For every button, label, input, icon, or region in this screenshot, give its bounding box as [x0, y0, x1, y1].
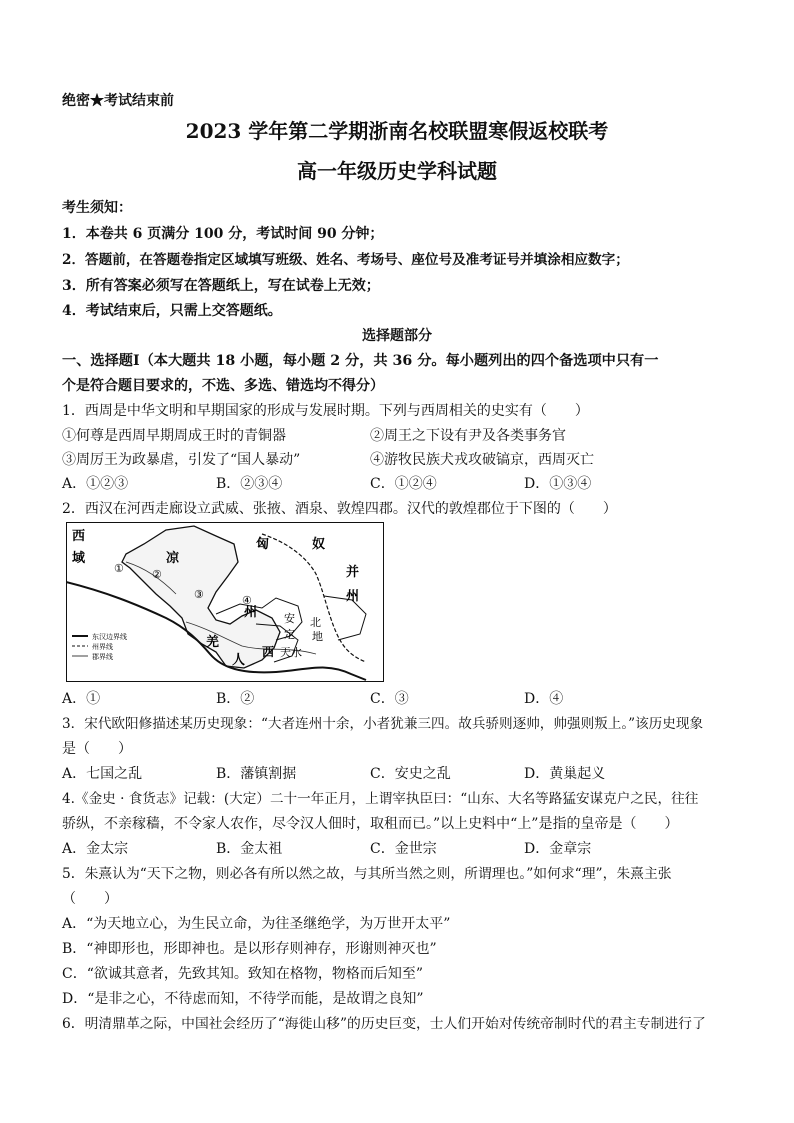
- map-label: 北: [310, 616, 321, 629]
- option-d: D．“是非之心，不待虑而知，不待学而能，是故谓之良知”: [62, 991, 424, 1007]
- option-d: D．黄巢起义: [524, 766, 606, 782]
- legend-label: 州界线: [92, 643, 113, 651]
- option-a: A．①②③: [62, 476, 129, 492]
- map-label: 匈: [256, 537, 270, 552]
- question-stem: 1．西周是中华文明和早期国家的形成与发展时期。下列与西周相关的史实有（ ）: [62, 403, 589, 419]
- option-d: D．金章宗: [524, 841, 592, 857]
- marker-3: ③: [194, 588, 204, 601]
- section-title: 选择题部分: [362, 328, 432, 344]
- option-b: B．藩镇割据: [216, 766, 297, 782]
- map-label: 州: [346, 589, 360, 604]
- map-label: 安: [284, 612, 295, 625]
- option-b: B．金太祖: [216, 841, 283, 857]
- map-label: 羌: [206, 635, 220, 650]
- map-label: 人: [232, 653, 246, 668]
- confidential-mark: 绝密★考试结束前: [62, 93, 174, 109]
- option-c: C．“欲诚其意者，先致其知。致知在格物，物格而后知至”: [62, 966, 424, 982]
- legend-label: 东汉边界线: [92, 633, 127, 641]
- exam-subtitle: 高一年级历史学科试题: [297, 159, 497, 183]
- marker-2: ②: [152, 568, 162, 581]
- map-label: 凉: [166, 551, 180, 566]
- statement: ①何尊是西周早期周成王时的青铜器: [62, 428, 286, 444]
- question-stem: 是（ ）: [62, 741, 132, 757]
- question-stem: 6．明清鼎革之际，中国社会经历了“海徙山移”的历史巨变，士人们开始对传统帝制时代的君主专制进行了: [62, 1016, 706, 1032]
- option-b: B．“神即形也，形即神也。是以形存则神存，形谢则神灭也”: [62, 941, 437, 957]
- han-dynasty-map: [66, 522, 384, 682]
- option-c: C．安史之乱: [370, 766, 451, 782]
- map-label: 西: [262, 645, 275, 659]
- marker-4: ④: [242, 594, 252, 607]
- option-a: A．金太宗: [62, 841, 129, 857]
- map-label: 天水: [280, 646, 302, 659]
- notice-item: 4．考试结束后，只需上交答题纸。: [62, 303, 282, 319]
- notice-item: 1．本卷共 6 页满分 100 分，考试时间 90 分钟；: [62, 226, 384, 242]
- marker-1: ①: [114, 562, 124, 575]
- notice-item: 2．答题前，在答题卷指定区域填写班级、姓名、考场号、座位号及准考证号并填涂相应数字；: [62, 252, 629, 268]
- option-b: B．②: [216, 691, 255, 707]
- option-a: A．“为天地立心，为生民立命，为往圣继绝学，为万世开太平”: [62, 916, 451, 932]
- question-stem: （ ）: [62, 891, 118, 907]
- option-d: D．①③④: [524, 476, 592, 492]
- map-label: 西: [72, 529, 86, 544]
- map-label: 定: [284, 628, 295, 641]
- part-instruction: 个是符合题目要求的，不选、多选、错选均不得分）: [62, 378, 384, 394]
- option-d: D．④: [524, 691, 564, 707]
- question-stem: 3．宋代欧阳修描述某历史现象：“大者连州十余，小者犹兼三四。故兵骄则逐帅，帅强则叛上。”该历史现象: [62, 716, 704, 732]
- map-label: 州: [244, 605, 258, 620]
- question-stem: 2．西汉在河西走廊设立武威、张掖、酒泉、敦煌四郡。汉代的敦煌郡位于下图的（ ）: [62, 501, 617, 517]
- map-label: 域: [72, 551, 86, 566]
- legend-label: 郡界线: [92, 653, 113, 661]
- map-label: 并: [346, 565, 360, 580]
- question-stem: 5．朱熹认为“天下之物，则必各有所以然之故，与其所当然之则，所谓理也。”如何求“理”，朱熹主张: [62, 866, 672, 882]
- part-instruction: 一、选择题Ⅰ（本大题共 18 小题，每小题 2 分，共 36 分。每小题列出的四个备选项中只有一: [62, 353, 659, 369]
- option-c: C．①②④: [370, 476, 437, 492]
- statement: ②周王之下设有尹及各类事务官: [370, 428, 566, 444]
- statement: ④游牧民族犬戎攻破镐京，西周灭亡: [370, 452, 594, 468]
- option-b: B．②③④: [216, 476, 283, 492]
- exam-title: 2023 学年第二学期浙南名校联盟寒假返校联考: [185, 119, 609, 143]
- option-a: A．七国之乱: [62, 766, 143, 782]
- option-c: C．金世宗: [370, 841, 437, 857]
- notice-item: 3．所有答案必须写在答题纸上，写在试卷上无效；: [62, 278, 380, 294]
- statement: ③周厉王为政暴虐，引发了“国人暴动”: [62, 452, 301, 468]
- option-a: A．①: [62, 691, 101, 707]
- question-stem: 4.《金史 · 食货志》记载：(大定）二十一年正月，上谓宰执臣曰：“山东、大名等路猛安谋克户之民，往往: [62, 791, 699, 807]
- option-c: C．③: [370, 691, 409, 707]
- map-label: 奴: [312, 537, 326, 552]
- map-label: 地: [312, 630, 323, 643]
- notice-heading: 考生须知：: [62, 200, 132, 216]
- question-stem: 骄纵，不亲稼穑，不令家人农作，尽令汉人佃时，取租而已。”以上史料中“上”是指的皇帝是（ ）: [62, 816, 679, 832]
